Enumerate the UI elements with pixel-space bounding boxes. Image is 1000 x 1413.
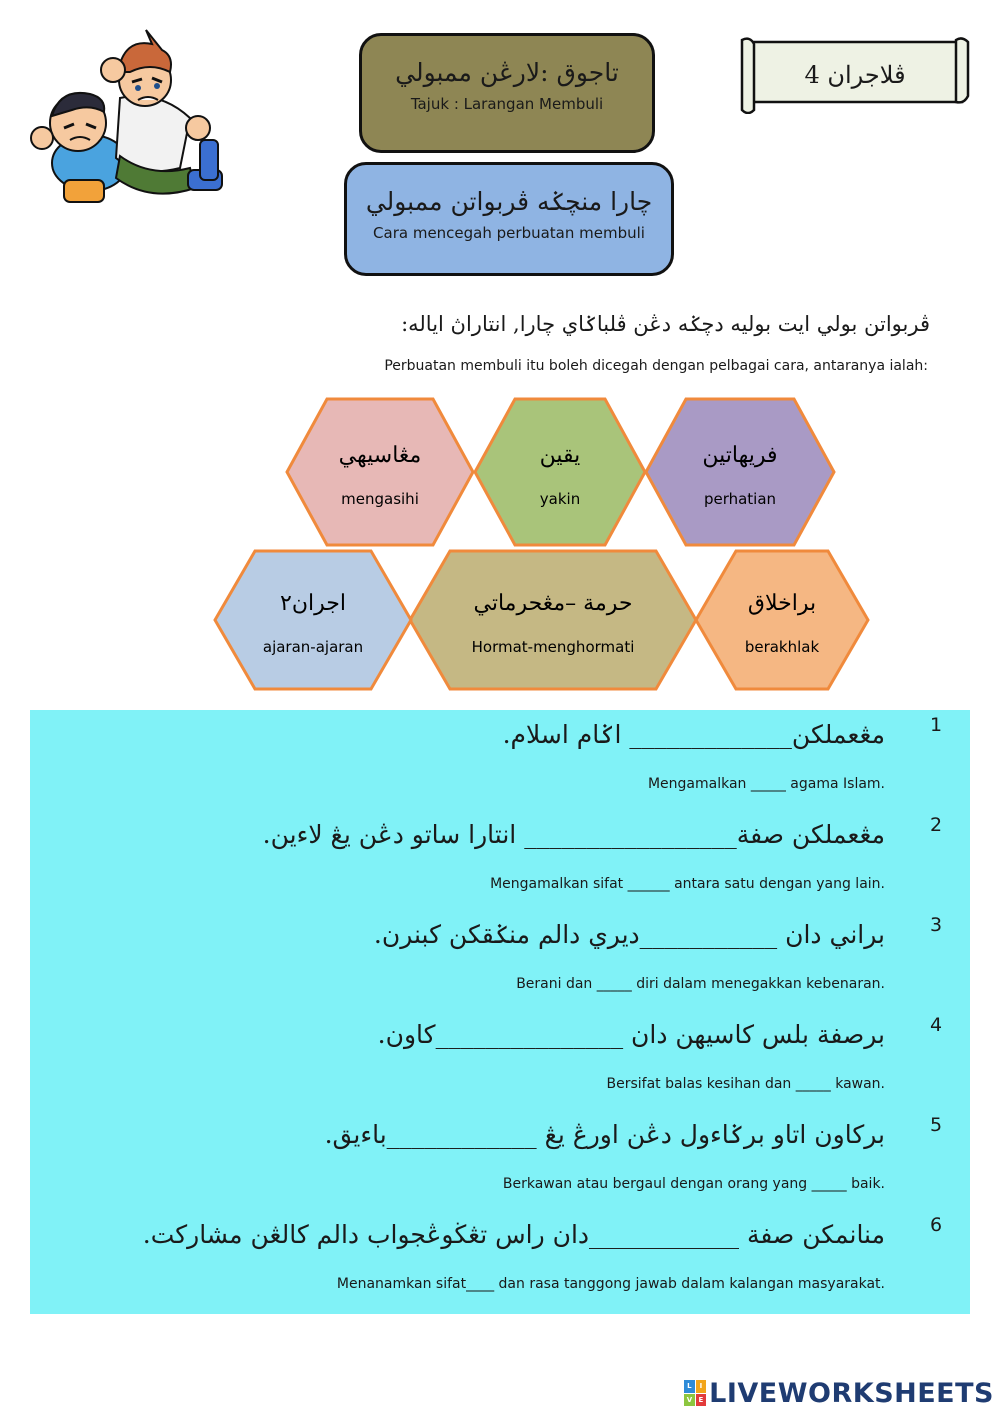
question-item	[30, 1112, 970, 1212]
question-jawi: بركاون اتاو برݢاءول دڠن اورڠ يڠ ____________باءيق.	[324, 1120, 885, 1149]
subtitle-box	[344, 162, 674, 276]
hexagon-2	[475, 399, 645, 545]
hexagon-jawi: فريهاتين	[702, 443, 778, 468]
hexagon-1	[646, 399, 834, 545]
subtitle-rumi: Cara mencegah perbuatan membuli	[373, 224, 645, 242]
hexagon-shape	[696, 551, 868, 689]
hexagon-shape	[410, 551, 696, 689]
question-jawi: مڠعملكن صفة_________________ انتارا ساتو دڠن يڠ لاءين.	[262, 820, 885, 849]
question-item	[30, 1212, 970, 1312]
liveworksheets-logo[interactable]	[684, 1376, 994, 1410]
hexagon-rumi: ajaran-ajaran	[262, 638, 364, 656]
hexagon-shape	[475, 399, 645, 545]
hexagon-rumi: berakhlak	[744, 638, 820, 656]
question-jawi: براني دان ___________ديري دالم منݢقكن كبنرن.	[373, 920, 885, 949]
question-item	[30, 1012, 970, 1112]
question-item	[30, 712, 970, 812]
question-item	[30, 812, 970, 912]
question-rumi: Mengamalkan sifat ______ antara satu dengan yang lain.	[490, 876, 885, 892]
hexagon-4	[696, 551, 868, 689]
question-rumi: Menanamkan sifat____ dan rasa tanggong jawab dalam kalangan masyarakat.	[336, 1276, 885, 1292]
hexagon-rumi: perhatian	[703, 490, 777, 508]
question-item	[30, 912, 970, 1012]
hexagon-shape	[215, 551, 411, 689]
question-rumi: Bersifat balas kesihan dan _____ kawan.	[606, 1076, 885, 1092]
question-rumi: Berani dan _____ diri dalam menegakkan kebenaran.	[516, 976, 885, 992]
word-bank-hexagons	[0, 390, 1000, 700]
hexagon-6	[215, 551, 411, 689]
hexagon-rumi: Hormat-menghormati	[471, 638, 635, 656]
question-rumi: Mengamalkan _____ agama Islam.	[647, 776, 885, 792]
question-number: 2	[930, 814, 943, 836]
question-jawi: منانمكن صفة ____________دان راس تڠڬوڠجواب دالم كالڠن مشاركت.	[142, 1220, 885, 1249]
question-number: 3	[930, 914, 943, 936]
hexagon-jawi: مڠاسيهي	[338, 443, 422, 468]
bullying-boys-illustration	[20, 28, 240, 218]
hexagon-3	[287, 399, 473, 545]
intro-jawi: ڤربواتن بولي ايت بوليه دچݢه دڠن ڤلباݢاي چارا, انتاراڽ اياله:	[401, 312, 930, 336]
brand-text: LIVEWORKSHEETS	[709, 1377, 994, 1409]
question-rumi: Berkawan atau bergaul dengan orang yang _____ baik.	[502, 1176, 885, 1192]
intro-rumi: Perbuatan membuli itu boleh dicegah dengan pelbagai cara, antaranya ialah:	[384, 358, 928, 374]
question-number: 1	[930, 714, 943, 736]
hexagon-jawi: حرمة –مڠحرماتي	[473, 591, 633, 616]
question-number: 5	[930, 1114, 943, 1136]
hexagon-jawi: اجران٢	[280, 591, 346, 616]
hexagon-rumi: mengasihi	[341, 490, 419, 508]
title-box	[359, 33, 655, 153]
subtitle-jawi: چارا منچݢه ڤربواتن ممبولي	[365, 187, 653, 216]
question-jawi: مڠعملكن_____________ اݢام اسلام.	[502, 720, 885, 749]
hexagon-5	[410, 551, 696, 689]
question-number: 6	[930, 1214, 943, 1236]
question-number: 4	[930, 1014, 943, 1036]
hexagon-jawi: براخلاق	[747, 591, 817, 616]
hexagon-shape	[287, 399, 473, 545]
hexagon-shape	[646, 399, 834, 545]
question-jawi: برصفة بلس كاسيهن دان _______________كاون.	[377, 1020, 885, 1049]
title-jawi: تاجوق :لارڠن ممبولي	[395, 58, 619, 87]
hexagon-rumi: yakin	[539, 490, 581, 508]
brand-badge-icon: L I V E	[684, 1380, 706, 1406]
lesson-number-label: ڤلاجران 4	[804, 61, 906, 89]
title-rumi: Tajuk : Larangan Membuli	[410, 95, 604, 113]
hexagon-jawi: يقين	[539, 443, 581, 468]
